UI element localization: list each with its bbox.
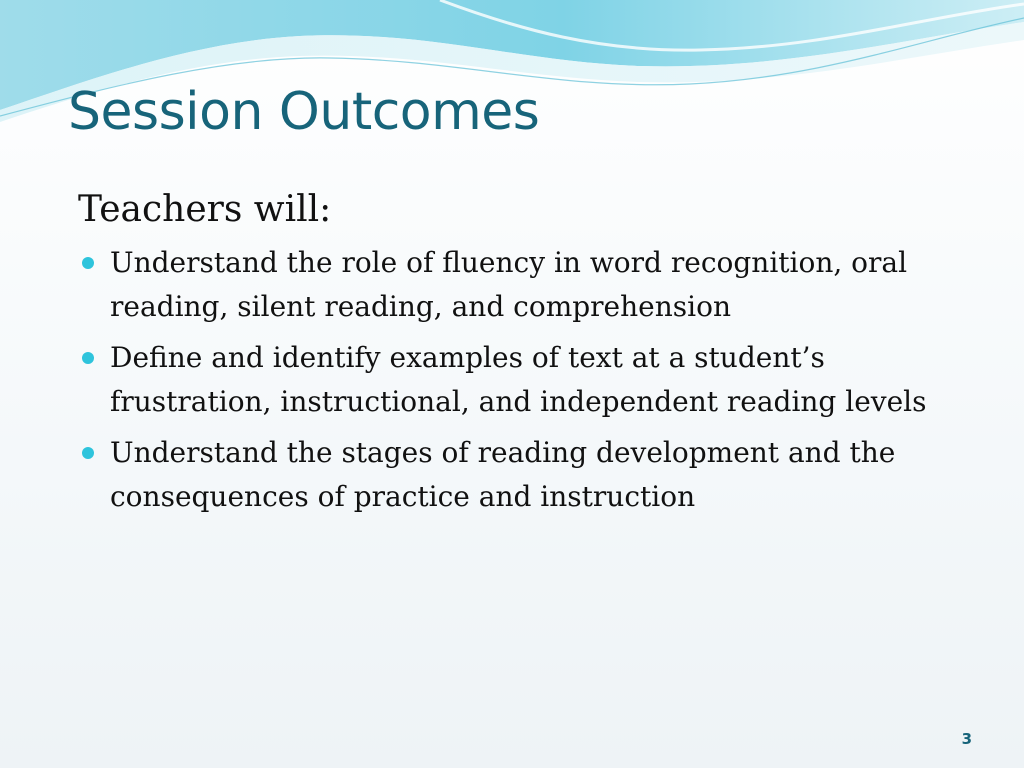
bullet-dot-icon (82, 352, 94, 364)
lead-text: Teachers will: (78, 189, 332, 230)
page-number: 3 (961, 730, 972, 748)
list-item (78, 336, 958, 424)
bullet-dot-icon (82, 447, 94, 459)
list-item (78, 241, 958, 329)
list-item-text: Understand the role of fluency in word recognition, oral reading, silent reading, and comprehension (110, 246, 908, 324)
list-item (78, 431, 958, 519)
list-item-text: Understand the stages of reading development and the consequences of practice and instruction (110, 436, 896, 514)
slide-body (78, 188, 958, 526)
outcome-list (78, 241, 958, 519)
list-item-text: Define and identify examples of text at a student’s frustration, instructional, and independent reading levels (110, 341, 927, 419)
bullet-dot-icon (82, 257, 94, 269)
slide-title: Session Outcomes (68, 82, 540, 142)
